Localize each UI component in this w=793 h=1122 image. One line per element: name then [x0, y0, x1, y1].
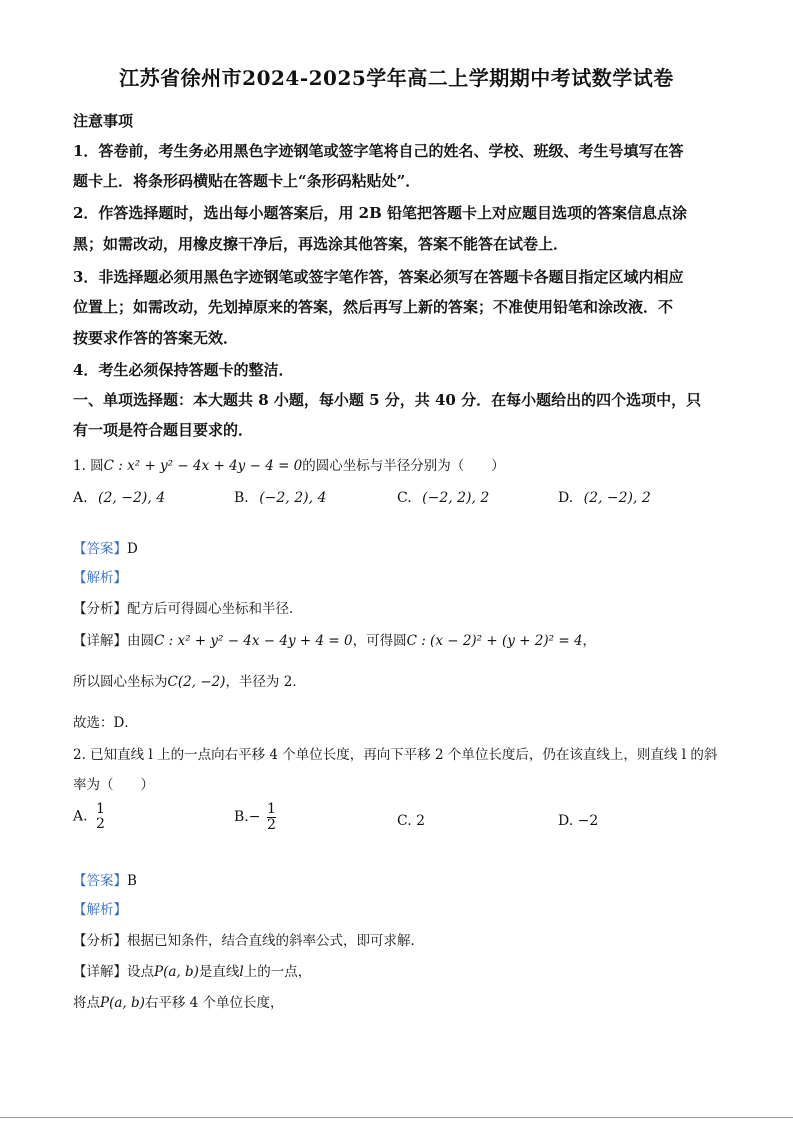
notice-line: 4．考生必须保持答题卡的整洁．	[73, 361, 294, 379]
option-value: (2, −2), 2	[583, 490, 651, 506]
option-value: (−2, 2), 4	[259, 490, 327, 506]
q2-option-d	[558, 813, 598, 829]
detail-text: ，	[582, 633, 597, 649]
q1-answer	[73, 537, 138, 557]
detail-equation: C : (x − 2)² + (y + 2)² = 4	[406, 633, 583, 649]
q1-prefix: 1. 圆	[73, 458, 104, 474]
answer-value: B	[127, 873, 137, 889]
q2-stem-cont: 率为（ ）	[73, 777, 154, 793]
section-heading-cont: 有一项是符合题目要求的．	[73, 421, 254, 439]
option-value: (−2, 2), 2	[422, 490, 490, 506]
notice-line: 按要求作答的答案无效．	[73, 329, 239, 347]
option-label: A.	[73, 808, 88, 825]
q1-stem	[73, 454, 505, 474]
notice-line: 1．答卷前，考生务必用黑色字迹钢笔或签字笔将自己的姓名、学校、班级、考生号填写在答	[73, 142, 684, 160]
detail-text: 由圆	[127, 633, 154, 649]
q1-analysis-tag: 【解析】	[73, 570, 127, 586]
answer-tag: 【答案】	[73, 541, 127, 557]
q1-option-c	[397, 490, 489, 506]
fraction-denominator: 2	[96, 815, 105, 832]
q2-answer	[73, 869, 137, 889]
option-label: C.	[397, 813, 412, 829]
q1-fenxi	[73, 597, 303, 617]
q2-analysis-tag: 【解析】	[73, 902, 127, 918]
notice-line: 位置上；如需改动，先划掉原来的答案，然后再写上新的答案；不准使用铅笔和涂改液．不	[73, 298, 674, 316]
answer-tag: 【答案】	[73, 873, 127, 889]
q2-move	[73, 991, 284, 1011]
q1-option-d	[558, 490, 651, 506]
fenxi-tag: 【分析】	[73, 933, 127, 949]
detail-equation: P(a, b)	[154, 964, 199, 980]
detail-text: 设点	[127, 964, 154, 980]
option-label: B.	[234, 490, 249, 506]
option-value: −2	[577, 813, 599, 829]
q1-option-b	[234, 490, 326, 506]
q2-fenxi	[73, 929, 424, 949]
option-value: 2	[416, 813, 426, 829]
option-label: D.	[558, 813, 574, 829]
notice-line: 3．非选择题必须用黑色字迹钢笔或签字笔作答，答案必须写在答题卡各题目指定区域内相应	[73, 268, 684, 286]
document-title: 江苏省徐州市2024-2025学年高二上学期期中考试数学试卷	[119, 66, 674, 90]
option-fraction	[267, 802, 276, 832]
move-equation: P(a, b)	[100, 995, 145, 1011]
option-fraction	[96, 802, 105, 831]
q1-option-a	[73, 490, 165, 506]
q2-detail	[73, 960, 311, 980]
q1-result	[73, 670, 306, 690]
page-bottom-divider	[0, 1117, 793, 1118]
notice-heading: 注意事项	[73, 112, 134, 130]
option-label: A.	[73, 490, 88, 506]
detail-text: 上的一点，	[243, 964, 312, 980]
q1-equation: C : x² + y² − 4x + 4y − 4 = 0	[103, 458, 303, 474]
section-heading: 一、单项选择题：本大题共 8 小题，每小题 5 分，共 40 分．在每小题给出的四个选项中，只	[73, 391, 702, 409]
fenxi-text: 根据已知条件，结合直线的斜率公式，即可求解．	[127, 933, 424, 949]
option-label: B.	[234, 809, 249, 826]
q1-choose: 故选：D．	[73, 715, 138, 731]
fraction-denominator: 2	[266, 816, 276, 833]
fraction-numerator: 1	[266, 801, 276, 817]
detail-text: ，可得圆	[352, 633, 407, 649]
detail-line-symbol: l	[239, 964, 244, 980]
detail-equation: C : x² + y² − 4x − 4y + 4 = 0	[154, 633, 353, 649]
fenxi-tag: 【分析】	[73, 601, 127, 617]
detail-text: 是直线	[198, 964, 240, 980]
result-text: 所以圆心坐标为	[73, 674, 168, 690]
move-text: 将点	[73, 995, 100, 1011]
q2-option-c	[397, 813, 425, 829]
answer-value: D	[127, 541, 138, 557]
q1-suffix: 的圆心坐标与半径分别为（ ）	[302, 458, 505, 474]
notice-line: 黑；如需改动，用橡皮擦干净后，再选涂其他答案，答案不能答在试卷上．	[73, 235, 569, 253]
result-equation: C(2, −2)	[167, 674, 226, 690]
q2-option-b	[234, 802, 276, 832]
q2-stem: 2. 已知直线 l 上的一点向右平移 4 个单位长度，再向下平移 2 个单位长度后，仍在该直线上，则直线 l 的斜	[73, 747, 718, 763]
q2-option-a	[73, 802, 105, 831]
detail-tag: 【详解】	[73, 964, 127, 980]
move-text: 右平移 4 个单位长度，	[144, 995, 284, 1011]
fraction-numerator: 1	[96, 801, 105, 817]
q1-detail	[73, 629, 596, 649]
option-label: D.	[558, 490, 574, 506]
detail-tag: 【详解】	[73, 633, 127, 649]
fenxi-text: 配方后可得圆心坐标和半径．	[127, 601, 303, 617]
option-value: (2, −2), 4	[98, 490, 166, 506]
option-sign: −	[248, 809, 261, 826]
result-text: ，半径为 2．	[225, 674, 306, 690]
notice-line: 2．作答选择题时，选出每小题答案后，用 2B 铅笔把答题卡上对应题目选项的答案信息点涂	[73, 204, 688, 222]
notice-line: 题卡上．将条形码横贴在答题卡上“条形码粘贴处”．	[73, 172, 421, 190]
option-label: C.	[397, 490, 412, 506]
